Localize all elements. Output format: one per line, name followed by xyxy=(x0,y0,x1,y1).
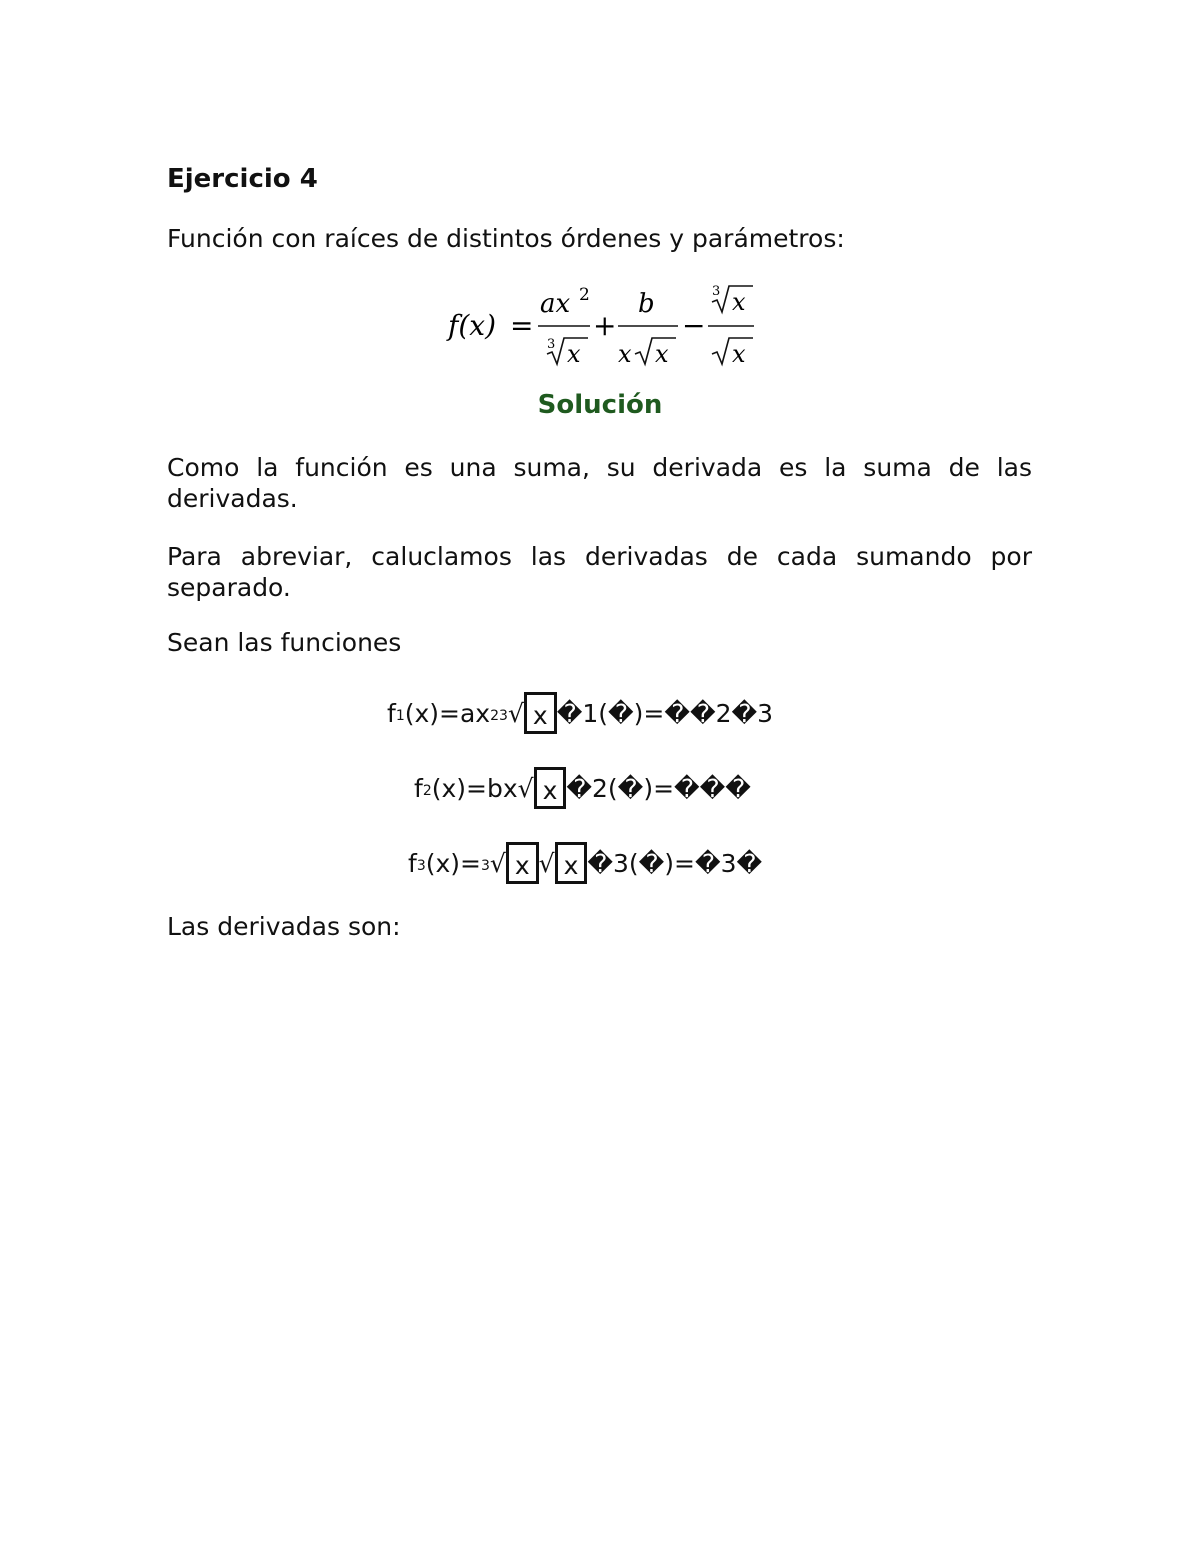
fn2-subscript: 2 xyxy=(422,783,432,799)
term1-exponent: 2 xyxy=(579,285,590,305)
fn3-subscript: 3 xyxy=(416,858,426,874)
sean-label: Sean las funciones xyxy=(167,628,402,657)
fn3-root-index: 3 xyxy=(480,858,490,874)
fn3-radical-icon: √ xyxy=(489,848,506,878)
fn3-boxed-var-2: x xyxy=(555,842,588,884)
fn1-garbled-tail: �1(�)=��2�3 xyxy=(556,698,774,728)
fn1-expr: (x)=ax xyxy=(404,698,491,728)
fn2-boxed-var: x xyxy=(534,767,567,809)
fn2-garbled-tail: �2(�)=��� xyxy=(566,773,751,803)
term3-numerator-var: x xyxy=(732,288,746,316)
function-line-2 xyxy=(414,765,751,811)
fn1-name: f xyxy=(387,698,396,728)
formula-lhs: f(x) xyxy=(448,309,497,342)
main-formula xyxy=(440,278,770,378)
fn2-name: f xyxy=(414,773,423,803)
fn2-radical-icon: √ xyxy=(517,773,534,803)
term1-numerator: ax xyxy=(540,289,571,319)
fn3-expr: (x)= xyxy=(425,848,481,878)
intro-text: Función con raíces de distintos órdenes y parámetros: xyxy=(167,224,845,253)
term2-numerator: b xyxy=(638,289,655,319)
formula-equals: = xyxy=(510,309,534,342)
fn1-boxed-var: x xyxy=(524,692,557,734)
fn3-boxed-var-1: x xyxy=(506,842,539,884)
derivatives-label: Las derivadas son: xyxy=(167,912,401,941)
fn1-subscript: 1 xyxy=(395,708,405,724)
term1-root-index: 3 xyxy=(547,337,556,352)
minus-sign: − xyxy=(682,309,706,342)
formula-svg xyxy=(440,278,770,378)
solution-heading: Solución xyxy=(537,390,663,420)
fn1-superscript: 2 xyxy=(490,708,500,724)
term3-root-index: 3 xyxy=(712,284,721,299)
fn3-name: f xyxy=(408,848,417,878)
exercise-heading: Ejercicio 4 xyxy=(167,164,318,194)
paragraph-abbreviate: Para abreviar, caluclamos las derivadas de cada sumando por separado. xyxy=(167,542,1032,602)
paragraph-sum-rule: Como la función es una suma, su derivada es la suma de las derivadas. xyxy=(167,453,1032,513)
term1-denominator-var: x xyxy=(567,340,581,368)
term3-denominator-var: x xyxy=(732,340,746,368)
plus-sign: + xyxy=(593,309,617,342)
fn3-radical-2-icon: √ xyxy=(538,848,555,878)
fn2-expr: (x)=bx xyxy=(431,773,518,803)
function-line-3 xyxy=(408,840,762,886)
term2-denominator-x: x xyxy=(618,340,632,368)
function-line-1 xyxy=(387,690,773,736)
term2-denominator-var: x xyxy=(655,340,669,368)
fn3-garbled-tail: �3(�)=�3� xyxy=(587,848,763,878)
fn1-radical-icon: √ xyxy=(507,698,524,728)
fn1-root-index: 3 xyxy=(499,708,508,724)
